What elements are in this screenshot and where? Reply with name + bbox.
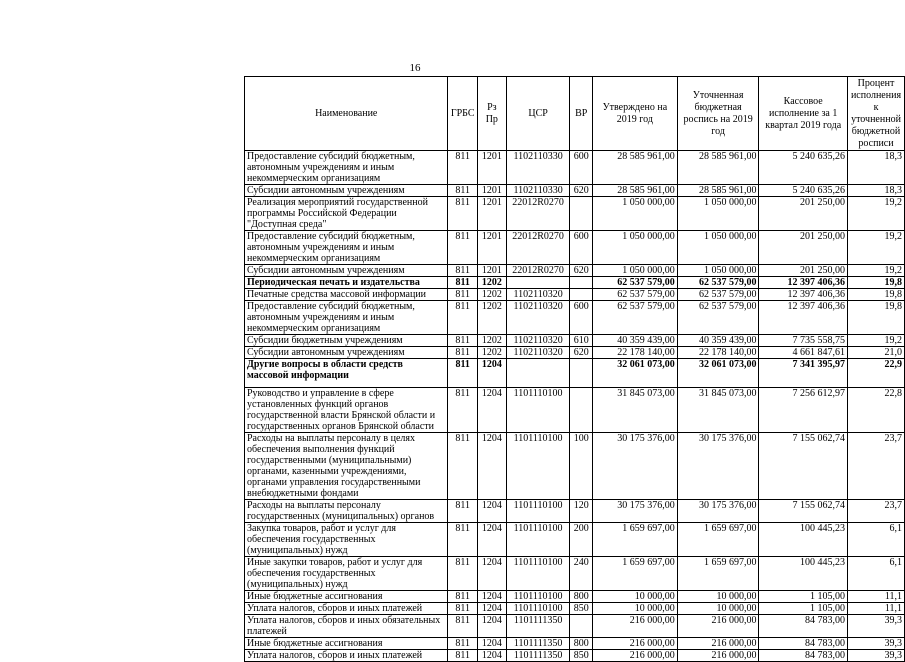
cell-refined: 32 061 073,00 — [677, 359, 759, 388]
cell-approved: 1 050 000,00 — [592, 231, 677, 265]
cell-csr: 1102110320 — [506, 289, 570, 301]
cell-approved: 30 175 376,00 — [592, 433, 677, 500]
cell-csr: 1102110320 — [506, 335, 570, 347]
cell-name: Уплата налогов, сборов и иных обязательных платежей — [245, 615, 448, 638]
cell-csr — [506, 277, 570, 289]
cell-name: Периодическая печать и издательства — [245, 277, 448, 289]
cell-csr: 1102110330 — [506, 185, 570, 197]
cell-approved: 1 659 697,00 — [592, 523, 677, 557]
cell-rz-pr: 1204 — [477, 591, 506, 603]
table-row — [245, 650, 905, 662]
header-name: Наименование — [245, 77, 448, 151]
cell-approved: 28 585 961,00 — [592, 185, 677, 197]
header-rz-pr: Рз Пр — [477, 77, 506, 151]
table-row — [245, 289, 905, 301]
table-row — [245, 277, 905, 289]
cell-cash: 5 240 635,26 — [759, 151, 848, 185]
cell-cash: 12 397 406,36 — [759, 277, 848, 289]
cell-percent: 22,9 — [848, 359, 905, 388]
cell-name: Уплата налогов, сборов и иных платежей — [245, 603, 448, 615]
cell-rz-pr: 1204 — [477, 615, 506, 638]
cell-cash: 7 735 558,75 — [759, 335, 848, 347]
cell-vr: 850 — [570, 650, 593, 662]
cell-cash: 201 250,00 — [759, 265, 848, 277]
cell-rz-pr: 1204 — [477, 557, 506, 591]
cell-name: Руководство и управление в сфере установленных функций органов государственной власти Брянской области и государственных органов Брянской области — [245, 388, 448, 433]
cell-approved: 62 537 579,00 — [592, 301, 677, 335]
cell-grbs: 811 — [448, 265, 478, 277]
cell-rz-pr: 1202 — [477, 277, 506, 289]
table-row — [245, 231, 905, 265]
cell-approved: 32 061 073,00 — [592, 359, 677, 388]
cell-grbs: 811 — [448, 359, 478, 388]
cell-grbs: 811 — [448, 335, 478, 347]
cell-grbs: 811 — [448, 523, 478, 557]
cell-csr: 1101110100 — [506, 500, 570, 523]
cell-percent: 39,3 — [848, 650, 905, 662]
cell-refined: 22 178 140,00 — [677, 347, 759, 359]
cell-name: Предоставление субсидий бюджетным, автономным учреждениям и иным некоммерческим организациям — [245, 301, 448, 335]
cell-name: Печатные средства массовой информации — [245, 289, 448, 301]
cell-percent: 21,0 — [848, 347, 905, 359]
cell-csr: 1101111350 — [506, 615, 570, 638]
cell-approved: 1 050 000,00 — [592, 265, 677, 277]
cell-percent: 6,1 — [848, 523, 905, 557]
cell-rz-pr: 1201 — [477, 197, 506, 231]
table-row — [245, 500, 905, 523]
cell-refined: 62 537 579,00 — [677, 301, 759, 335]
cell-cash: 1 105,00 — [759, 591, 848, 603]
cell-csr: 22012R0270 — [506, 197, 570, 231]
cell-csr: 1102110320 — [506, 301, 570, 335]
cell-refined: 40 359 439,00 — [677, 335, 759, 347]
cell-refined: 1 659 697,00 — [677, 523, 759, 557]
cell-name: Другие вопросы в области средств массовой информации — [245, 359, 448, 388]
cell-grbs: 811 — [448, 347, 478, 359]
cell-rz-pr: 1202 — [477, 301, 506, 335]
cell-grbs: 811 — [448, 500, 478, 523]
cell-vr: 100 — [570, 433, 593, 500]
cell-cash: 84 783,00 — [759, 638, 848, 650]
cell-vr: 620 — [570, 265, 593, 277]
cell-approved: 30 175 376,00 — [592, 500, 677, 523]
cell-cash: 12 397 406,36 — [759, 289, 848, 301]
page-number: 16 — [409, 62, 421, 74]
cell-cash: 7 155 062,74 — [759, 433, 848, 500]
cell-csr: 1101110100 — [506, 523, 570, 557]
cell-percent: 6,1 — [848, 557, 905, 591]
table-row — [245, 197, 905, 231]
cell-grbs: 811 — [448, 650, 478, 662]
cell-refined: 216 000,00 — [677, 615, 759, 638]
table-row — [245, 151, 905, 185]
cell-refined: 1 050 000,00 — [677, 265, 759, 277]
cell-name: Иные бюджетные ассигнования — [245, 638, 448, 650]
cell-vr — [570, 277, 593, 289]
cell-vr: 800 — [570, 638, 593, 650]
cell-refined: 28 585 961,00 — [677, 185, 759, 197]
cell-rz-pr: 1201 — [477, 265, 506, 277]
cell-rz-pr: 1204 — [477, 433, 506, 500]
cell-rz-pr: 1204 — [477, 638, 506, 650]
cell-rz-pr: 1204 — [477, 650, 506, 662]
cell-csr: 1101110100 — [506, 591, 570, 603]
header-csr: ЦСР — [506, 77, 570, 151]
cell-vr: 240 — [570, 557, 593, 591]
cell-csr: 1101110100 — [506, 557, 570, 591]
table-row — [245, 265, 905, 277]
cell-grbs: 811 — [448, 197, 478, 231]
cell-vr: 610 — [570, 335, 593, 347]
cell-cash: 4 661 847,61 — [759, 347, 848, 359]
cell-name: Иные закупки товаров, работ и услуг для обеспечения государственных (муниципальных) нужд — [245, 557, 448, 591]
cell-approved: 216 000,00 — [592, 650, 677, 662]
table-row — [245, 335, 905, 347]
cell-approved: 216 000,00 — [592, 638, 677, 650]
cell-approved: 31 845 073,00 — [592, 388, 677, 433]
cell-percent: 19,8 — [848, 301, 905, 335]
cell-percent: 19,2 — [848, 197, 905, 231]
cell-vr: 600 — [570, 301, 593, 335]
cell-name: Субсидии автономным учреждениям — [245, 347, 448, 359]
cell-cash: 100 445,23 — [759, 557, 848, 591]
cell-csr: 22012R0270 — [506, 265, 570, 277]
table-row — [245, 301, 905, 335]
cell-name: Иные бюджетные ассигнования — [245, 591, 448, 603]
cell-vr: 620 — [570, 347, 593, 359]
cell-vr — [570, 388, 593, 433]
cell-csr: 1101111350 — [506, 638, 570, 650]
header-refined: Уточненная бюджетная роспись на 2019 год — [677, 77, 759, 151]
cell-refined: 28 585 961,00 — [677, 151, 759, 185]
cell-cash: 84 783,00 — [759, 615, 848, 638]
cell-refined: 10 000,00 — [677, 603, 759, 615]
cell-refined: 216 000,00 — [677, 650, 759, 662]
cell-cash: 1 105,00 — [759, 603, 848, 615]
cell-grbs: 811 — [448, 231, 478, 265]
cell-rz-pr: 1204 — [477, 388, 506, 433]
cell-grbs: 811 — [448, 591, 478, 603]
table-row — [245, 359, 905, 388]
table-header-row — [245, 77, 905, 151]
cell-percent: 11,1 — [848, 591, 905, 603]
cell-csr: 1102110320 — [506, 347, 570, 359]
cell-cash: 7 341 395,97 — [759, 359, 848, 388]
cell-name: Субсидии автономным учреждениям — [245, 265, 448, 277]
cell-approved: 10 000,00 — [592, 591, 677, 603]
cell-approved: 22 178 140,00 — [592, 347, 677, 359]
cell-refined: 216 000,00 — [677, 638, 759, 650]
header-approved: Утверждено на 2019 год — [592, 77, 677, 151]
cell-vr: 120 — [570, 500, 593, 523]
cell-vr: 200 — [570, 523, 593, 557]
cell-rz-pr: 1202 — [477, 335, 506, 347]
cell-grbs: 811 — [448, 289, 478, 301]
cell-rz-pr: 1201 — [477, 231, 506, 265]
cell-rz-pr: 1204 — [477, 603, 506, 615]
cell-cash: 201 250,00 — [759, 231, 848, 265]
cell-grbs: 811 — [448, 388, 478, 433]
cell-cash: 100 445,23 — [759, 523, 848, 557]
table-row — [245, 433, 905, 500]
cell-percent: 39,3 — [848, 638, 905, 650]
cell-name: Предоставление субсидий бюджетным, автономным учреждениям и иным некоммерческим организациям — [245, 231, 448, 265]
cell-csr: 1101110100 — [506, 433, 570, 500]
table-row — [245, 603, 905, 615]
cell-vr: 800 — [570, 591, 593, 603]
cell-percent: 19,2 — [848, 231, 905, 265]
cell-percent: 19,8 — [848, 289, 905, 301]
cell-refined: 62 537 579,00 — [677, 277, 759, 289]
cell-rz-pr: 1202 — [477, 347, 506, 359]
cell-percent: 23,7 — [848, 500, 905, 523]
table-row — [245, 591, 905, 603]
cell-approved: 62 537 579,00 — [592, 277, 677, 289]
cell-csr — [506, 359, 570, 388]
cell-rz-pr: 1201 — [477, 185, 506, 197]
cell-approved: 216 000,00 — [592, 615, 677, 638]
cell-name: Закупка товаров, работ и услуг для обеспечения государственных (муниципальных) нужд — [245, 523, 448, 557]
cell-percent: 18,3 — [848, 151, 905, 185]
cell-vr — [570, 197, 593, 231]
cell-grbs: 811 — [448, 277, 478, 289]
cell-percent: 11,1 — [848, 603, 905, 615]
cell-vr: 850 — [570, 603, 593, 615]
header-vr: ВР — [570, 77, 593, 151]
table-row — [245, 523, 905, 557]
cell-name: Субсидии автономным учреждениям — [245, 185, 448, 197]
cell-vr — [570, 289, 593, 301]
cell-percent: 19,8 — [848, 277, 905, 289]
table-row — [245, 638, 905, 650]
cell-csr: 1101110100 — [506, 603, 570, 615]
cell-cash: 5 240 635,26 — [759, 185, 848, 197]
cell-percent: 39,3 — [848, 615, 905, 638]
cell-rz-pr: 1202 — [477, 289, 506, 301]
cell-name: Расходы на выплаты персоналу в целях обеспечения выполнения функций государственными (муниципальными) органами, казенными учреждениями, органами управления государственными внебюджетными фондами — [245, 433, 448, 500]
cell-percent: 23,7 — [848, 433, 905, 500]
cell-refined: 1 659 697,00 — [677, 557, 759, 591]
table-body — [245, 151, 905, 662]
table-row — [245, 388, 905, 433]
cell-name: Субсидии бюджетным учреждениям — [245, 335, 448, 347]
cell-cash: 12 397 406,36 — [759, 301, 848, 335]
cell-rz-pr: 1204 — [477, 523, 506, 557]
cell-csr: 1102110330 — [506, 151, 570, 185]
cell-refined: 31 845 073,00 — [677, 388, 759, 433]
cell-grbs: 811 — [448, 185, 478, 197]
table-row — [245, 185, 905, 197]
table-row — [245, 557, 905, 591]
cell-approved: 1 050 000,00 — [592, 197, 677, 231]
cell-percent: 19,2 — [848, 265, 905, 277]
cell-rz-pr: 1204 — [477, 500, 506, 523]
cell-approved: 10 000,00 — [592, 603, 677, 615]
cell-name: Расходы на выплаты персоналу государственных (муниципальных) органов — [245, 500, 448, 523]
cell-name: Предоставление субсидий бюджетным, автономным учреждениям и иным некоммерческим организациям — [245, 151, 448, 185]
cell-cash: 201 250,00 — [759, 197, 848, 231]
cell-vr — [570, 359, 593, 388]
cell-vr — [570, 615, 593, 638]
cell-rz-pr: 1201 — [477, 151, 506, 185]
header-cash: Кассовое исполнение за 1 квартал 2019 года — [759, 77, 848, 151]
table-row — [245, 347, 905, 359]
cell-percent: 22,8 — [848, 388, 905, 433]
cell-grbs: 811 — [448, 603, 478, 615]
cell-vr: 620 — [570, 185, 593, 197]
cell-grbs: 811 — [448, 638, 478, 650]
cell-cash: 7 155 062,74 — [759, 500, 848, 523]
cell-refined: 30 175 376,00 — [677, 500, 759, 523]
cell-rz-pr: 1204 — [477, 359, 506, 388]
cell-grbs: 811 — [448, 615, 478, 638]
cell-csr: 22012R0270 — [506, 231, 570, 265]
cell-approved: 62 537 579,00 — [592, 289, 677, 301]
table-row — [245, 615, 905, 638]
cell-csr: 1101111350 — [506, 650, 570, 662]
cell-vr: 600 — [570, 151, 593, 185]
header-percent: Процент исполнения к уточненной бюджетной росписи — [848, 77, 905, 151]
cell-approved: 40 359 439,00 — [592, 335, 677, 347]
cell-refined: 1 050 000,00 — [677, 197, 759, 231]
cell-cash: 7 256 612,97 — [759, 388, 848, 433]
cell-vr: 600 — [570, 231, 593, 265]
cell-grbs: 811 — [448, 557, 478, 591]
cell-refined: 10 000,00 — [677, 591, 759, 603]
cell-refined: 62 537 579,00 — [677, 289, 759, 301]
cell-refined: 30 175 376,00 — [677, 433, 759, 500]
cell-percent: 19,2 — [848, 335, 905, 347]
cell-approved: 1 659 697,00 — [592, 557, 677, 591]
cell-csr: 1101110100 — [506, 388, 570, 433]
cell-grbs: 811 — [448, 433, 478, 500]
header-grbs: ГРБС — [448, 77, 478, 151]
cell-percent: 18,3 — [848, 185, 905, 197]
cell-grbs: 811 — [448, 301, 478, 335]
budget-table — [244, 76, 905, 662]
cell-cash: 84 783,00 — [759, 650, 848, 662]
cell-grbs: 811 — [448, 151, 478, 185]
cell-refined: 1 050 000,00 — [677, 231, 759, 265]
cell-approved: 28 585 961,00 — [592, 151, 677, 185]
cell-name: Уплата налогов, сборов и иных платежей — [245, 650, 448, 662]
cell-name: Реализация мероприятий государственной программы Российской Федерации "Доступная среда" — [245, 197, 448, 231]
